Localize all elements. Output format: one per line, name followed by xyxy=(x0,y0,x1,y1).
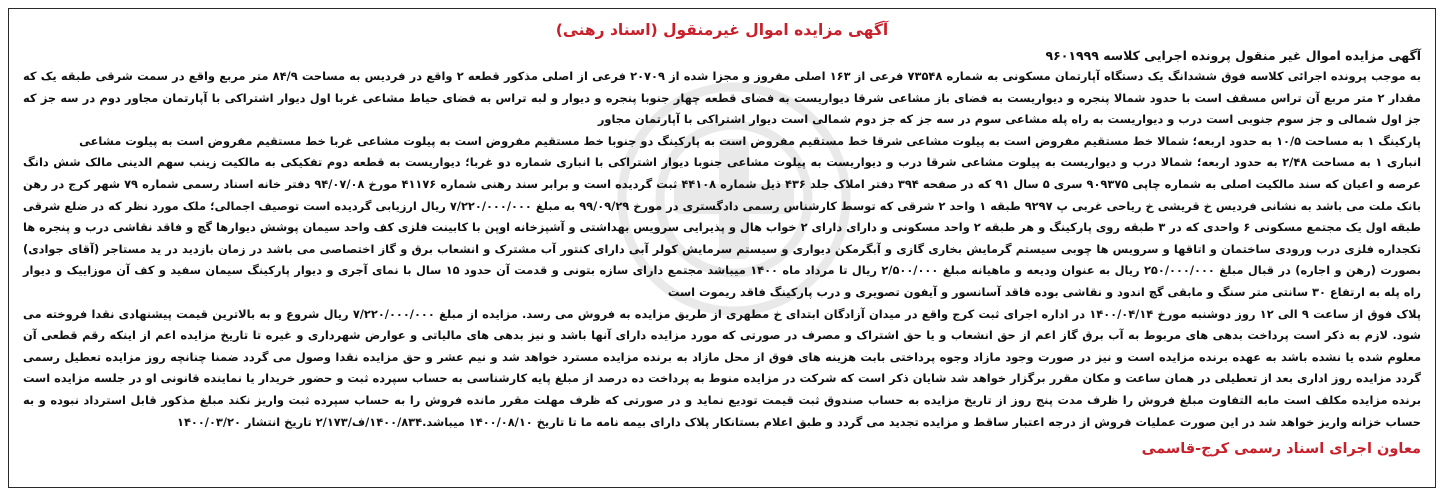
parking-description-paragraph: پارکینگ ۱ به مساحت ۱۰/۵ به حدود اربعه؛ شمالا خط مستقیم مفروض است به پیلوت مشاعی شرقا خط مستقیم مفروض است به پارکینگ دو جنوبا خط مستقیم مفروض است به پیلوت مشاعی غربا خط مستقیم مفروض است به پیلوت مشاعی xyxy=(79,133,1421,148)
storage-and-appraisal-paragraph: انباری ۱ به مساحت ۲/۴۸ به حدود اربعه؛ شمالا درب و دیواریست به پیلوت مشاعی شرقا درب و دیواریست به پیلوت مشاعی جنوبا دیوار اشتراکی با انباری شماره دو غربا؛ دیواریست به قطعه دوم تفکیکی به مالکیت زینب سهم الدینی مالک شش دانگ عرصه و اعیان که سند مالکیت اصلی به شماره چاپی ۹۰۹۳۷۵ سری ۵ سال ۹۱ که در صفحه ۳۹۴ دفتر املاک جلد ۴۳۶ ذیل شماره ۴۴۱۰۸ ثبت گردیده است و برابر سند رهنی شماره ۴۱۱۷۶ مورخ ۹۴/۰۷/۰۸ دفتر خانه اسناد رسمی شماره ۷۹ شهر کرج در رهن بانک ملت می باشد به نشانی فردیس خ قریشی خ ریاحی غربی پ ۹۲۹۷ طبقه ۱ واحد ۲ شرقی که توسط کارشناس رسمی دادگستری در مورخ ۹۹/۰۹/۲۹ به مبلغ ۷/۲۲۰/۰۰۰/۰۰۰ ریال ارزیابی گردیده است توصیف اجمالی؛ ملک مورد نظر که در ضلع شرقی طبقه اول یک مجتمع مسکونی ۶ واحدی که در ۳ طبقه روی پارکینگ و هر طبقه ۲ واحد مسکونی و دارای دارای ۲ خواب هال و پذیرایی سرویس بهداشتی و آشپزخانه اوپن با کابینت فلزی کف واحد سیمان پوشش دیوارها گچ و فاقد نقاشی درب و پنجره ها تکجداره فلزی درب ورودی ساختمان و اتاقها و سرویس ها چوبی سیستم گرمایش بخاری گازی و آبگرمکن دیواری و سیستم سرمایش کولر آبی دارای کنتور آب مشترک و انشعاب برق و گاز اختصاصی می باشد در زمان بازدید در ید مستاجر (آقای جوادی) بصورت (رهن و اجاره) در قبال مبلغ ۲۵۰/۰۰۰/۰۰۰ ریال به عنوان ودیعه و ماهیانه مبلغ ۲/۵۰۰/۰۰۰ ریال تا مرداد ماه ۱۴۰۰ میباشد مجتمع دارای سازه بتونی و قدمت آن حدود ۱۵ سال با نمای آجری و دیوار پارکینگ سیمان سفید و کف آن موزاییک و دیوار راه پله به ارتفاع ۳۰ سانتی متر سنگ و مابقی گچ اندود و نقاشی بوده فاقد آسانسور و آیفون تصویری و درب پارکینگ فاقد ریموت است xyxy=(23,155,1421,299)
case-number-line: آگهی مزایده اموال غیر منقول پرونده اجرایی کلاسه ۹۶۰۱۹۹۹ xyxy=(1045,48,1421,63)
signature: معاون اجرای اسناد رسمی کرج-قاسمی xyxy=(1141,441,1421,458)
auction-terms-paragraph: پلاک فوق از ساعت ۹ الی ۱۲ روز دوشنبه مورخ ۱۴۰۰/۰۴/۱۴ در اداره اجرای ثبت کرج واقع در میدان آزادگان ابتدای خ مطهری از طریق مزایده به فروش می رسد. مزایده از مبلغ ۷/۲۲۰/۰۰۰/۰۰۰ ریال شروع و به بالاترین قیمت پیشنهادی نقدا فروخته می شود. لازم به ذکر است پرداخت بدهی های مربوط به آب برق گاز اعم از حق انشعاب و یا حق اشتراک و مصرف در صورتی که مورد مزایده دارای آنها باشد و نیز بدهی های مالیاتی و عوارض شهرداری و غیره تا تاریخ مزایده اعم از اینکه رقم قطعی آن معلوم شده یا نشده باشد به عهده برنده مزایده است و نیز در صورت وجود مازاد وجوه پرداختی بابت هزینه های فوق از محل مازاد به برنده مزایده مسترد خواهد شد و نیم عشر و حق مزایده نقدا وصول می گردد ضمنا چنانچه روز مزایده تعطیل رسمی گردد مزایده روز اداری بعد از تعطیلی در همان ساعت و مکان مقرر برگزار خواهد شد شایان ذکر است که شرکت در مزایده منوط به پرداخت ده درصد از مبلغ پایه کارشناسی به حساب سپرده ثبت و حضور خریدار یا نماینده قانونی او در جلسه مزایده است برنده مزایده مکلف است مابه التفاوت مبلغ فروش را ظرف مدت پنج روز از تاریخ مزایده به حساب صندوق ثبت قیمت تودیع نماید و در صورتی که ظرف مهلت مقرر مانده فروش را به حساب سپرده ثبت واریز نکند مبلغ مذکور قابل استرداد نبوده و به حساب خزانه واریز خواهد شد در این صورت عملیات فروش از درجه اعتبار ساقط و مزایده تجدید می گردد و طبق اعلام بستانکار پلاک دارای بیمه نامه ما تا تاریخ ۱۴۰۰/۰۸/۱۰ میباشد.۱۴۰۰/۸۳۴/ف/۲/۱۷۳ تاریخ انتشار ۱۴۰۰/۰۳/۲۰ xyxy=(23,306,1421,429)
auction-notice xyxy=(23,15,1421,461)
notice-frame xyxy=(8,8,1436,488)
property-description-paragraph: به موجب پرونده اجرائی کلاسه فوق ششدانگ یک دستگاه آپارتمان مسکونی به شماره ۷۳۵۴۸ فرعی از ۱۶۳ اصلی مفروز و مجزا شده از ۲۰۷۰۹ فرعی از اصلی مذکور قطعه ۲ واقع در فردیس به مساحت ۸۴/۹ متر مربع واقع در سمت شرقی طبقه یک که مقدار ۲ متر مربع آن تراس مسقف است با حدود شمالا پنجره و دیواریست به فضای باز مشاعی شرقا دیواریست به فضای قطعه چهار جنوبا پنجره و دیوار و لبه تراس به فضای حیاط مشاعی غربا اول دیوار اشتراکی با آپارتمان مجاور دوم در سه جز که جز اول شمالی و جز سوم جنوبی است درب و دیواریست به راه پله مشاعی سوم در سه جز که جز دوم شمالی است دیوار اشتراکی با آپارتمان مجاور xyxy=(23,69,1421,127)
notice-title: آگهی مزایده اموال غیرمنقول (اسناد رهنی) xyxy=(555,21,889,39)
